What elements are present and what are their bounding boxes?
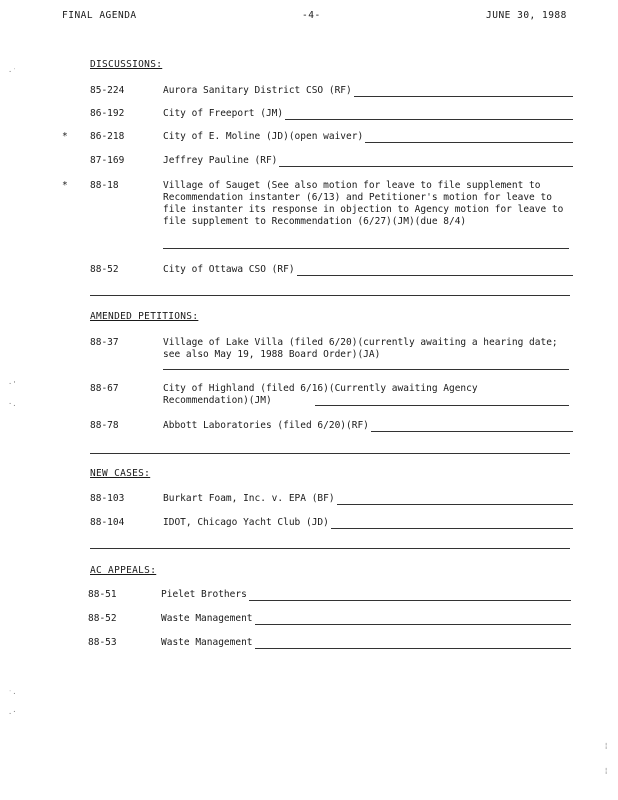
blank-line [337,495,573,505]
blank-line [365,133,573,143]
case-number: 88-52 [90,264,119,275]
case-text: City of Ottawa CSO (RF) [163,264,295,275]
case-text-multiline: Village of Sauget (See also motion for leave to file supplement to Recommendation instanter (6/13) and Petitioner's motion for leave to file instanter its response in objection to Agency motion for leave to file supplement to Recommendation (6/27)(JM)(due 8/4) [163,180,564,227]
case-text: Aurora Sanitary District CSO (RF) [163,85,352,96]
case-entry [163,383,563,407]
scan-speck: ·' [8,380,17,388]
scan-speck: ¦ [604,767,609,775]
header-left: FINAL AGENDA [62,10,137,21]
case-number: 86-192 [90,108,125,119]
case-entry [161,637,571,649]
case-text-multiline: Village of Lake Villa (filed 6/20)(currently awaiting a hearing date; see also May 19, 1988 Board Order)(JA) [163,337,558,360]
blank-line [297,266,573,276]
blank-line [163,369,569,370]
case-text: City of Highland (filed 6/16)(Currently awaiting Agency Recommendation)(JM) [163,383,478,406]
case-text: Waste Management [161,637,253,648]
blank-line [354,87,573,97]
page-number: -4- [302,10,321,21]
asterisk-mark: * [62,180,68,191]
case-entry [163,264,573,276]
scan-speck: ¦ [604,742,609,750]
case-entry [163,131,573,143]
asterisk-mark: * [62,131,68,142]
case-entry [161,613,571,625]
blank-line [285,110,573,120]
case-entry [163,85,573,97]
case-text: IDOT, Chicago Yacht Club (JD) [163,517,329,528]
case-entry [163,517,573,529]
section-title-discussions: DISCUSSIONS: [90,59,163,70]
case-text: Pielet Brothers [161,589,247,600]
case-number: 88-52 [88,613,117,624]
case-text: Jeffrey Pauline (RF) [163,155,278,166]
blank-line [279,157,573,167]
section-separator [90,548,570,549]
scan-speck: ·. [8,400,17,408]
case-number: 87-169 [90,155,125,166]
scan-speck: .· [8,708,17,716]
case-text: Waste Management [161,613,253,624]
section-title-ac-appeals: AC APPEALS: [90,565,157,576]
case-entry [163,155,573,167]
case-number: 86-218 [90,131,125,142]
case-text: City of Freeport (JM) [163,108,284,119]
case-number: 88-103 [90,493,125,504]
case-number: 88-18 [90,180,119,191]
scan-speck: ·˙ [8,68,17,76]
blank-line [255,615,571,625]
blank-line [315,405,569,406]
section-separator [90,295,570,296]
case-number: 88-37 [90,337,119,348]
case-number: 88-78 [90,420,119,431]
case-entry [163,420,573,432]
case-number: 88-51 [88,589,117,600]
blank-line [255,639,571,649]
header-date: JUNE 30, 1988 [486,10,567,21]
section-title-new-cases: NEW CASES: [90,468,151,479]
case-text: Burkart Foam, Inc. v. EPA (BF) [163,493,335,504]
blank-line [371,422,573,432]
section-separator [90,453,570,454]
case-number: 88-104 [90,517,125,528]
case-entry [161,589,571,601]
scan-speck: ˙· [8,690,17,698]
blank-line [249,591,571,601]
case-text: Abbott Laboratories (filed 6/20)(RF) [163,420,369,431]
case-entry [163,108,573,120]
section-title-amended-petitions: AMENDED PETITIONS: [90,311,199,322]
case-number: 85-224 [90,85,125,96]
case-text: City of E. Moline (JD)(open waiver) [163,131,364,142]
blank-line [331,519,573,529]
blank-line [163,248,569,249]
case-number: 88-67 [90,383,119,394]
case-entry [163,493,573,505]
case-number: 88-53 [88,637,117,648]
